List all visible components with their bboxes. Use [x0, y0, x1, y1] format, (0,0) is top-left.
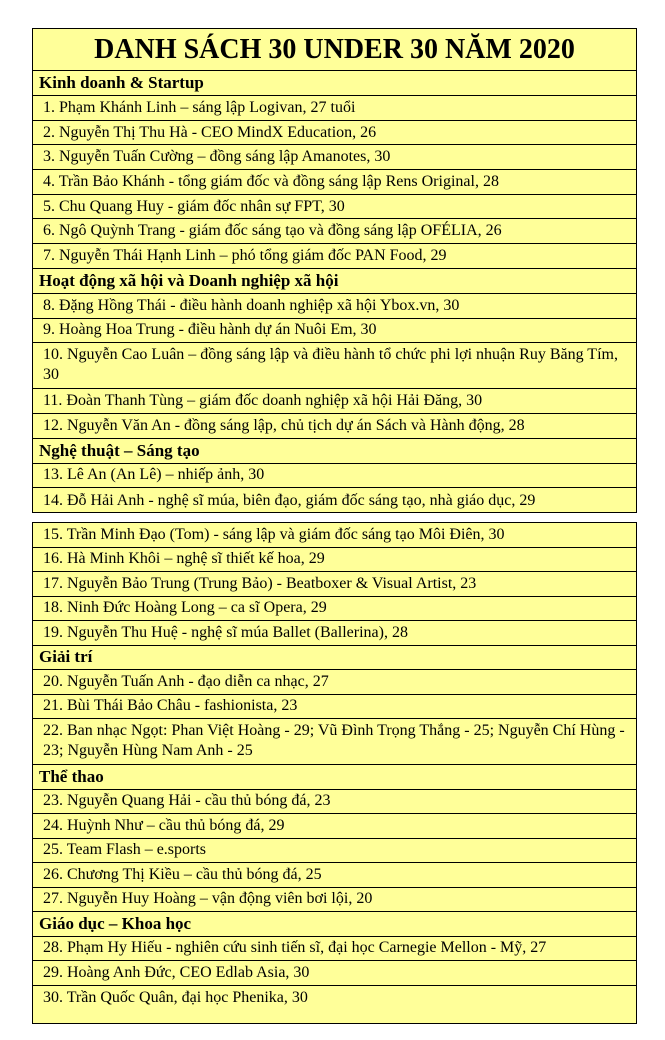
list-item: 1. Phạm Khánh Linh – sáng lập Logivan, 27 tuổi: [33, 96, 636, 121]
section-heading: Giải trí: [33, 646, 636, 671]
list-item: 15. Trần Minh Đạo (Tom) - sáng lập và giám đốc sáng tạo Môi Điên, 30: [33, 523, 636, 548]
list-panel-top: [32, 28, 637, 513]
list-item: 18. Ninh Đức Hoàng Long – ca sĩ Opera, 29: [33, 597, 636, 622]
section-heading: Giáo dục – Khoa học: [33, 912, 636, 937]
list-item: 21. Bùi Thái Bảo Châu - fashionista, 23: [33, 695, 636, 720]
list-item: 5. Chu Quang Huy - giám đốc nhân sự FPT, 30: [33, 195, 636, 220]
list-item: 13. Lê An (An Lê) – nhiếp ảnh, 30: [33, 464, 636, 489]
section-heading: Hoạt động xã hội và Doanh nghiệp xã hội: [33, 269, 636, 294]
list-item: 16. Hà Minh Khôi – nghệ sĩ thiết kế hoa, 29: [33, 548, 636, 573]
list-item: 10. Nguyễn Cao Luân – đồng sáng lập và điều hành tổ chức phi lợi nhuận Ruy Băng Tím, 30: [33, 343, 636, 389]
list-item: 14. Đỗ Hải Anh - nghệ sĩ múa, biên đạo, giám đốc sáng tạo, nhà giáo dục, 29: [43, 491, 536, 509]
section-heading: Kinh doanh & Startup: [33, 71, 636, 96]
list-item: 27. Nguyễn Huy Hoàng – vận động viên bơi lội, 20: [33, 888, 636, 913]
list-item: 11. Đoàn Thanh Tùng – giám đốc doanh nghiệp xã hội Hải Đăng, 30: [33, 389, 636, 414]
list-item: 2. Nguyễn Thị Thu Hà - CEO MindX Education, 26: [33, 121, 636, 146]
list-item: 29. Hoàng Anh Đức, CEO Edlab Asia, 30: [33, 961, 636, 986]
list-item: 24. Huỳnh Như – cầu thủ bóng đá, 29: [33, 814, 636, 839]
list-item: 23. Nguyễn Quang Hải - cầu thủ bóng đá, 23: [33, 790, 636, 815]
list-item: 9. Hoàng Hoa Trung - điều hành dự án Nuôi Em, 30: [33, 319, 636, 344]
list-item: 30. Trần Quốc Quân, đại học Phenika, 30: [43, 988, 308, 1006]
list-item: 12. Nguyễn Văn An - đồng sáng lập, chủ tịch dự án Sách và Hành động, 28: [33, 414, 636, 439]
list-item: 6. Ngô Quỳnh Trang - giám đốc sáng tạo và đồng sáng lập OFÉLIA, 26: [33, 219, 636, 244]
list-item: 8. Đặng Hồng Thái - điều hành doanh nghiệp xã hội Ybox.vn, 30: [33, 294, 636, 319]
list-item: 20. Nguyễn Tuấn Anh - đạo diễn ca nhạc, 27: [33, 670, 636, 695]
page-title: DANH SÁCH 30 UNDER 30 NĂM 2020: [33, 29, 636, 71]
list-item: 17. Nguyễn Bảo Trung (Trung Bảo) - Beatboxer & Visual Artist, 23: [33, 572, 636, 597]
list-item: 3. Nguyễn Tuấn Cường – đồng sáng lập Amanotes, 30: [33, 145, 636, 170]
section-heading: Nghệ thuật – Sáng tạo: [33, 439, 636, 464]
list-panel-bottom: [32, 522, 637, 1024]
list-item: 25. Team Flash – e.sports: [33, 839, 636, 864]
list-item: 7. Nguyễn Thái Hạnh Linh – phó tổng giám đốc PAN Food, 29: [33, 244, 636, 269]
list-item: 4. Trần Bảo Khánh - tổng giám đốc và đồng sáng lập Rens Original, 28: [33, 170, 636, 195]
list-item: 28. Phạm Hy Hiếu - nghiên cứu sinh tiến sĩ, đại học Carnegie Mellon - Mỹ, 27: [33, 937, 636, 962]
section-heading: Thể thao: [33, 765, 636, 790]
list-item: 26. Chương Thị Kiều – cầu thủ bóng đá, 25: [33, 863, 636, 888]
list-item: 22. Ban nhạc Ngọt: Phan Việt Hoàng - 29; Vũ Đình Trọng Thắng - 25; Nguyễn Chí Hùng - 23; Nguyễn Hùng Nam Anh - 25: [33, 719, 636, 765]
list-item: 19. Nguyễn Thu Huệ - nghệ sĩ múa Ballet (Ballerina), 28: [33, 621, 636, 646]
